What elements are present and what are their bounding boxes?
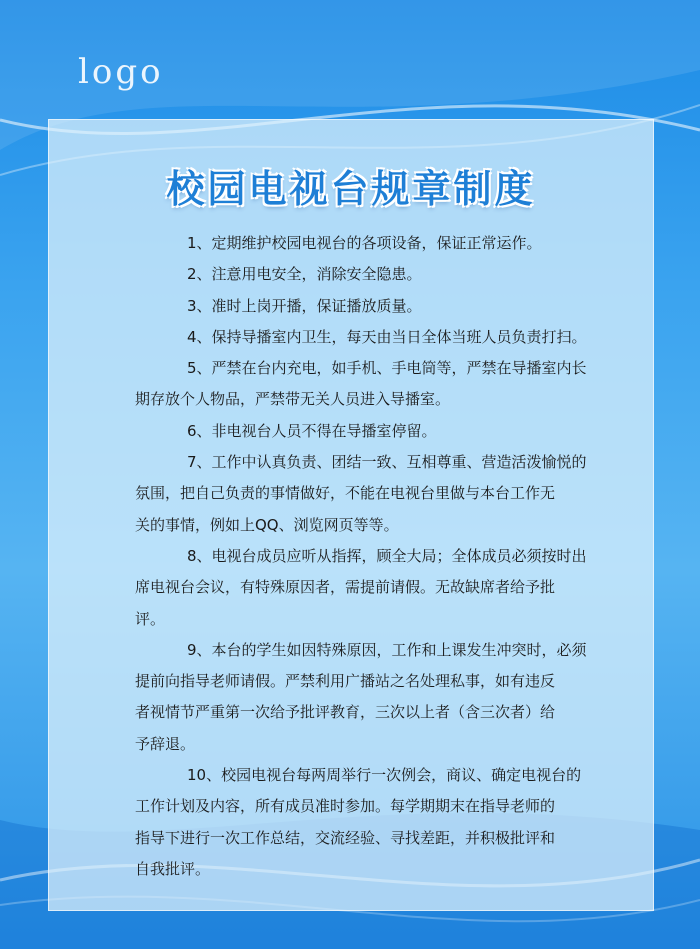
rule-line-first: 2、注意用电安全，消除安全隐患。 [187, 265, 422, 284]
rule-item [135, 322, 635, 353]
rule-line-first: 4、保持导播室内卫生，每天由当日全体当班人员负责打扫。 [187, 327, 587, 346]
rule-line-first: 5、严禁在台内充电，如手机、手电筒等，严禁在导播室内长 [187, 359, 587, 378]
rule-item [135, 760, 635, 885]
rule-line: 提前向指导老师请假。严禁利用广播站之名处理私事，如有违反 [135, 672, 556, 691]
rule-line-first: 8、电视台成员应听从指挥，顾全大局；全体成员必须按时出 [187, 546, 587, 565]
content-panel [48, 119, 654, 911]
rule-line: 氛围，把自己负责的事情做好，不能在电视台里做与本台工作无 [135, 484, 556, 503]
rule-line: 期存放个人物品，严禁带无关人员进入导播室。 [135, 390, 451, 409]
rule-item [135, 353, 635, 416]
rule-line-first: 10、校园电视台每两周举行一次例会，商议、确定电视台的 [187, 766, 582, 785]
rule-line: 自我批评。 [135, 859, 211, 878]
rule-item [135, 541, 635, 635]
logo-text: logo [78, 52, 164, 92]
rule-line: 者视情节严重第一次给予批评教育，三次以上者（含三次者）给 [135, 703, 556, 722]
rule-line: 指导下进行一次工作总结，交流经验、寻找差距，并积极批评和 [135, 828, 556, 847]
rules-list [135, 228, 635, 885]
rule-item [135, 291, 635, 322]
rule-line: 关的事情，例如上QQ、浏览网页等等。 [135, 515, 399, 534]
rule-line-first: 1、定期维护校园电视台的各项设备，保证正常运作。 [187, 234, 542, 252]
rule-item [135, 635, 635, 760]
rule-line-first: 3、准时上岗开播，保证播放质量。 [187, 296, 422, 315]
rule-item [135, 447, 635, 541]
rule-item [135, 259, 635, 290]
rule-line-first: 7、工作中认真负责、团结一致、互相尊重、营造活泼愉悦的 [187, 453, 587, 472]
rule-item [135, 416, 635, 447]
rule-item [135, 228, 635, 259]
rule-line: 工作计划及内容，所有成员准时参加。每学期期末在指导老师的 [135, 797, 556, 816]
page-title: 校园电视台规章制度 [166, 167, 536, 211]
rule-line-first: 9、本台的学生如因特殊原因，工作和上课发生冲突时，必须 [187, 640, 587, 659]
rule-line-first: 6、非电视台人员不得在导播室停留。 [187, 421, 437, 440]
rule-line: 评。 [135, 609, 166, 628]
rule-line: 席电视台会议，有特殊原因者，需提前请假。无故缺席者给予批 [135, 578, 556, 597]
rule-line: 予辞退。 [135, 734, 196, 753]
